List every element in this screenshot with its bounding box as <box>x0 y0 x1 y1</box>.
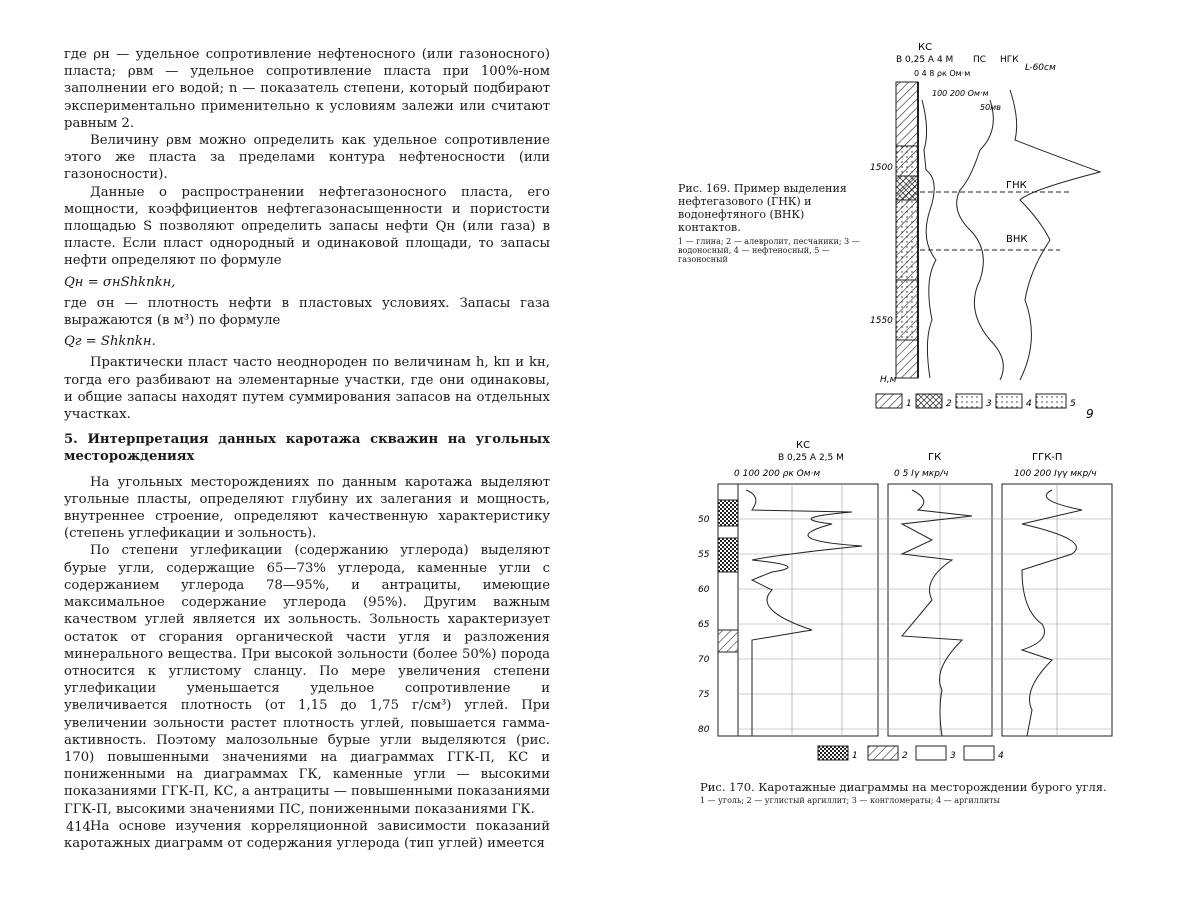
gnk-label: ГНК <box>1006 180 1027 191</box>
header-ggk: ГГК-П <box>1032 452 1063 463</box>
legend-3: 3 <box>986 399 992 409</box>
paragraph: По степени углефикации (содержанию углерода) выделяют бурые угли, содержащие 65—73% углерода, каменные угли с содержанием углерода 78—95%, и антрациты, имеющие максимальное содержание углерода (95%). Другим важным качеством углей является их зольность. Зольность характеризует остаток от сгорания органической части угля и разложения минерального вещества. При высокой зольности (более 50%) порода относится к углистому сланцу. По мере увеличения степени углефикации уменьшается удельное сопротивление и увеличивается плотность (от 1,15 до 1,75 г/см³) углей. При увеличении зольности растет плотность углей, повышается гамма-активность. Поэтому малозольные бурые угли выделяются (рис. 170) повышенными значениями на диаграммах ГГК-П, КС и пониженными на диаграммах ГК, каменные угли — высокими показаниями ГГК-П, КС, а антрациты — повышенными показаниями ГГК-П, высокими значениями ПС, пониженными показаниями ГК. <box>64 543 550 817</box>
paragraph: Данные о распространении нефтегазоносного пласта, его мощности, коэффициентов нефтегазонасыщенности и пористости площадью S позволяют определить запасы нефти Qн (или газа) в пласте. Если пласт однородный и одинаковой площади, то запасы нефти определяют по формуле <box>64 184 550 269</box>
paragraph: На угольных месторождениях по данным каротажа выделяют угольные пласты, определяют глубину их залегания и мощность, внутреннее строение, определяют качественную характеристику (степень углефикации и зольность). <box>64 474 550 542</box>
depth-60: 60 <box>698 585 710 595</box>
scale-ks: 0 100 200 ρк Ом·м <box>734 469 821 479</box>
header-ngk: НГК <box>1000 55 1019 65</box>
depth-1500: 1500 <box>870 163 893 173</box>
caption-legend: 1 — уголь; 2 — углистый аргиллит; 3 — конгломераты; 4 — аргиллиты <box>700 796 1000 805</box>
depth-unit: H,м <box>880 375 897 385</box>
legend-2: 2 <box>946 399 952 409</box>
depth-80: 80 <box>698 725 710 735</box>
formula-gas-reserves: Qг = Shkпkн. <box>64 334 156 350</box>
legend-2: 2 <box>902 751 908 761</box>
scale-ks: 0 4 8 ρк Ом·м <box>914 69 971 78</box>
header-gk: ГК <box>928 452 942 463</box>
legend-5: 5 <box>1070 399 1076 409</box>
ps-curve <box>957 100 1004 380</box>
header-probe: В 0,25 А 4 М <box>896 55 954 65</box>
paragraph: Величину ρвм можно определить как удельное сопротивление этого же пласта за пределами контура нефтеносности (или газоносности). <box>64 133 550 183</box>
depth-55: 55 <box>698 550 710 560</box>
corner-mark: 9 <box>1086 407 1094 420</box>
depth-1550: 1550 <box>870 316 893 326</box>
caption-legend: 1 — глина; 2 — алевролит, песчаники; 3 — водоносный, 4 — нефтеносный, 5 — газоносный <box>678 237 860 264</box>
header-ks: КС <box>796 440 811 451</box>
depth-65: 65 <box>698 620 710 630</box>
depth-50: 50 <box>698 515 710 525</box>
figure-170 <box>692 440 1132 770</box>
legend-3: 3 <box>950 751 956 761</box>
section-heading: 5. Интерпретация данных каротажа скважин на угольных месторождениях <box>64 432 550 465</box>
left-text-column <box>64 46 550 852</box>
caption-title: Рис. 169. Пример выделения нефтегазового (ГНК) и водонефтяного (ВНК) контактов. <box>678 182 847 234</box>
depth-75: 75 <box>698 690 710 700</box>
scale-ngk: 50мв <box>980 103 1001 112</box>
paragraph: Практически пласт часто неоднороден по величинам h, kп и kн, тогда его разбивают на элементарные участки, где они одинаковы, и общие запасы находят путем суммирования запасов на отдельных участках. <box>64 355 550 423</box>
paragraph: где ρн — удельное сопротивление нефтеносного (или газоносного) пласта; ρвм — удельное сопротивление пласта при 100%-ном заполнении его водой; n — показатель степени, который подбирают экспериментально применительно к условиям залежи или считают равным 2. <box>64 47 550 131</box>
scale-ps: 100 200 Ом·м <box>932 89 989 98</box>
vnk-label: ВНК <box>1006 234 1028 245</box>
ks-curve <box>922 100 936 378</box>
figure-169-caption <box>678 182 868 264</box>
gk-curve <box>902 490 972 736</box>
formula-oil-reserves: Qн = σнShkпkн, <box>64 274 176 290</box>
panel-ks <box>738 484 878 736</box>
page-number: 414 <box>66 820 91 835</box>
legend-1: 1 <box>906 399 912 409</box>
legend-4: 4 <box>998 751 1004 761</box>
paragraph: На основе изучения корреляционной зависимости показаний каротажных диаграмм от содержания углерода (тип углей) имеется <box>64 818 550 851</box>
ks-curve <box>746 490 862 736</box>
header-l: L-60см <box>1025 63 1056 73</box>
scale-ggk: 100 200 Iγγ мкр/ч <box>1014 469 1097 479</box>
header-probe: В 0,25 А 2,5 М <box>778 453 844 463</box>
ggk-curve <box>1022 490 1082 736</box>
scale-gk: 0 5 Iγ мкр/ч <box>894 469 949 479</box>
caption-title: Рис. 170. Каротажные диаграммы на месторождении бурого угля. <box>700 780 1107 794</box>
legend-1: 1 <box>852 751 858 761</box>
figure-170-caption <box>700 780 1130 808</box>
header-ks: КС <box>918 42 933 53</box>
figure-169 <box>840 40 1140 420</box>
legend-4: 4 <box>1026 399 1032 409</box>
paragraph: где σн — плотность нефти в пластовых условиях. Запасы газа выражаются (в м³) по формуле <box>64 295 550 329</box>
depth-70: 70 <box>698 655 710 665</box>
header-ps: ПС <box>973 55 987 65</box>
